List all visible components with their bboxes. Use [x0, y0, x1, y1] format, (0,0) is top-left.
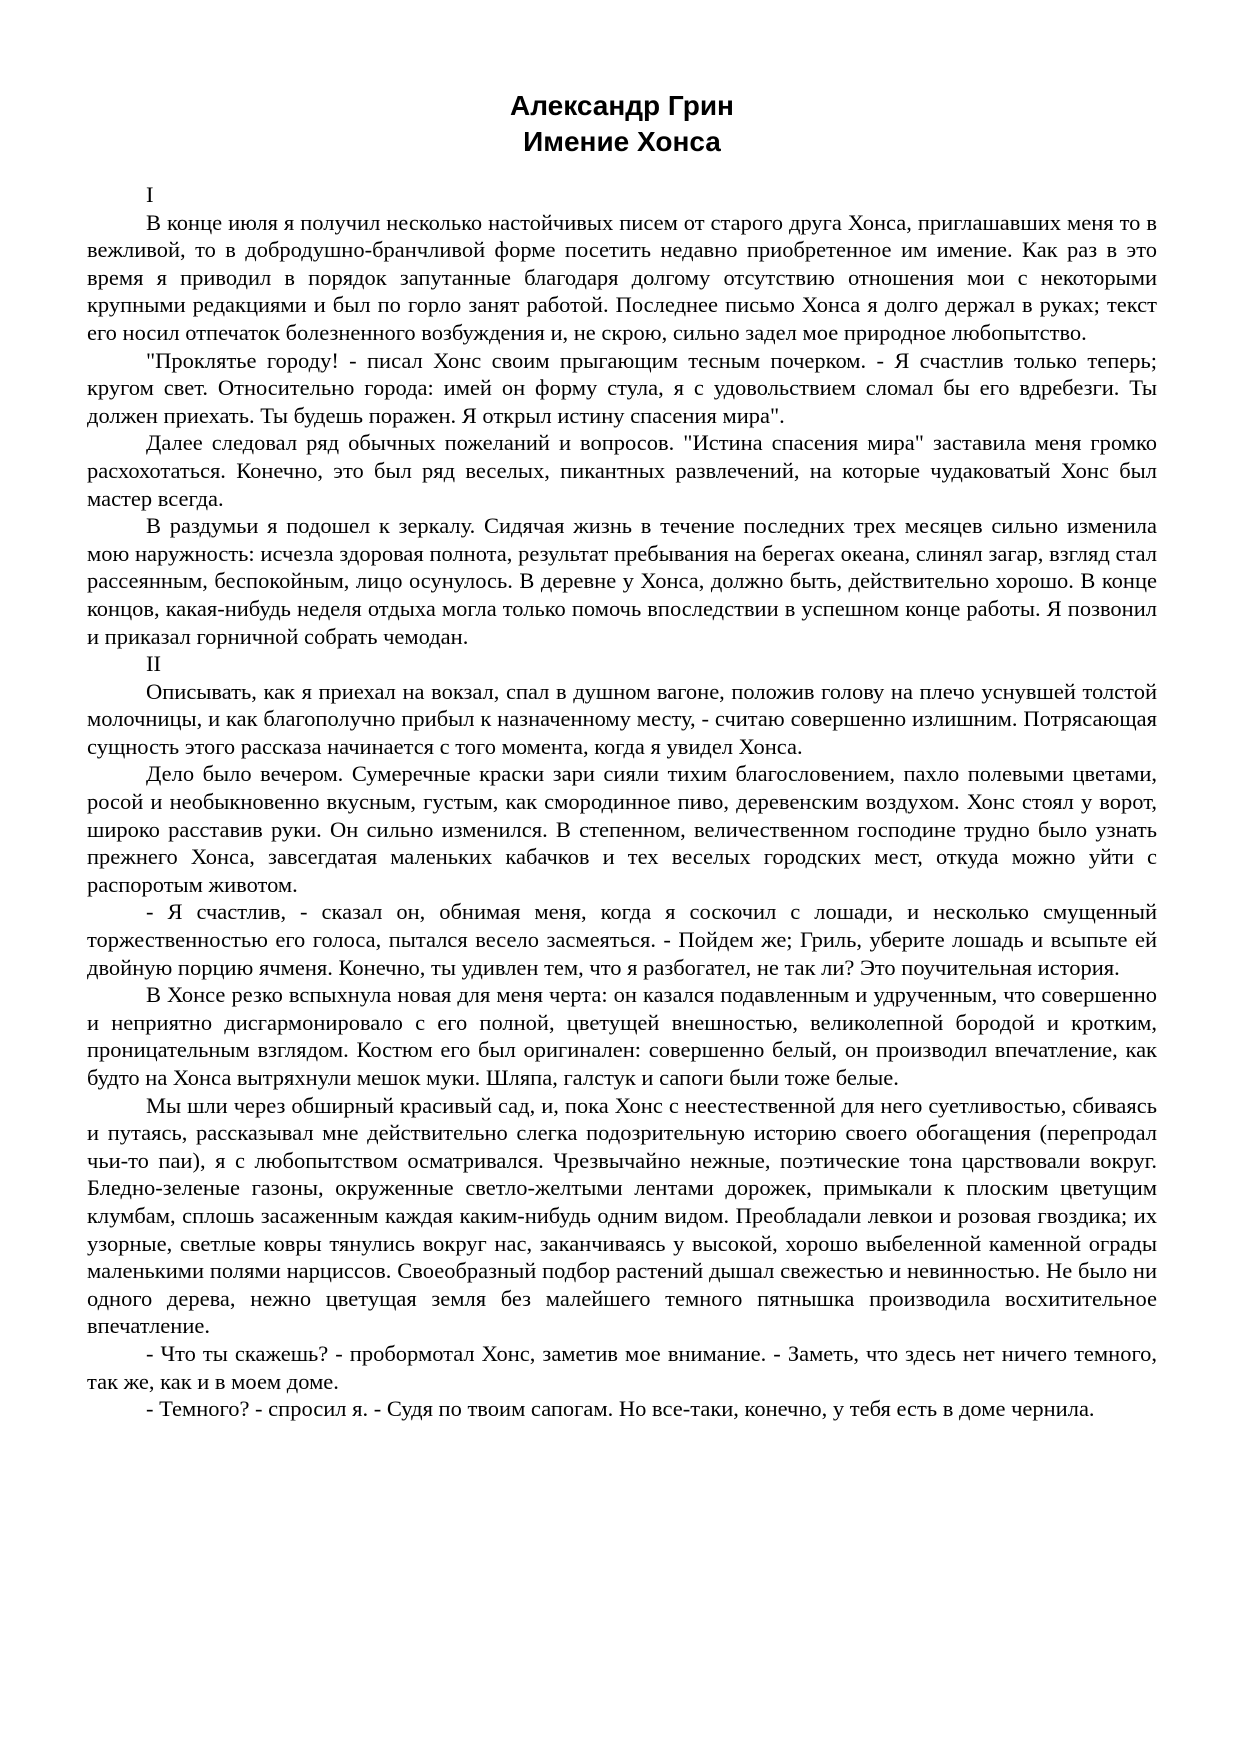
chapter-heading-2: II — [146, 651, 161, 677]
paragraph: Описывать, как я приехал на вокзал, спал в душном вагоне, положив голову на плечо уснувшей толстой молочницы, и как благополучно прибыл к назначенному месту, - считаю совершенно излишним. Потрясающая сущность этого рассказа начинается с того момента, когда я увидел Хонса. — [87, 678, 1157, 759]
paragraph: - Темного? - спросил я. - Судя по твоим сапогам. Но все-таки, конечно, у тебя есть в доме чернила. — [146, 1396, 1095, 1422]
paragraph: В раздумьи я подошел к зеркалу. Сидячая жизнь в течение последних трех месяцев сильно изменила мою наружность: исчезла здоровая полнота, результат пребывания на берегах океана, слинял загар, взгляд стал рассеянным, беспокойным, лицо осунулось. В деревне у Хонса, должно быть, действительно хорошо. В конце концов, какая-нибудь неделя отдыха могла только помочь впоследствии в успешном конце работы. Я позвонил и приказал горничной собрать чемодан. — [87, 513, 1157, 649]
document-heading — [87, 88, 1157, 160]
paragraph: Далее следовал ряд обычных пожеланий и вопросов. "Истина спасения мира" заставила меня громко расхохотаться. Конечно, это был ряд веселых, пикантных развлечений, на которые чудаковатый Хонс был мастер всегда. — [87, 430, 1157, 511]
paragraph: В конце июля я получил несколько настойчивых писем от старого друга Хонса, приглашавших меня то в вежливой, то в добродушно-бранчливой форме посетить недавно приобретенное им имение. Как раз в это время я приводил в порядок запутанные благодаря долгому отсутствию отношения мои с некоторыми крупными редакциями и был по горло занят работой. Последнее письмо Хонса я долго держал в руках; текст его носил отпечаток болезненного возбуждения и, не скрою, сильно задел мое природное любопытство. — [87, 209, 1157, 345]
paragraph: "Проклятье городу! - писал Хонс своим прыгающим тесным почерком. - Я счастлив только теперь; кругом свет. Относительно города: имей он форму стула, я с удовольствием сломал бы его вдребезги. Ты должен приехать. Ты будешь поражен. Я открыл истину спасения мира". — [87, 347, 1157, 428]
document-page — [87, 0, 1157, 1423]
story-title: Имение Хонса — [523, 126, 721, 157]
author-name: Александр Грин — [510, 90, 734, 121]
paragraph: Дело было вечером. Сумеречные краски зари сияли тихим благословением, пахло полевыми цветами, росой и необыкновенно вкусным, густым, как смородинное пиво, деревенским воздухом. Хонс стоял у ворот, широко расставив руки. Он сильно изменился. В степенном, величественном господине трудно было узнать прежнего Хонса, завсегдатая маленьких кабачков и тех веселых городских мест, откуда можно уйти с распоротым животом. — [87, 761, 1157, 897]
paragraph: - Что ты скажешь? - пробормотал Хонс, заметив мое внимание. - Заметь, что здесь нет ничего темного, так же, как и в моем доме. — [87, 1340, 1157, 1394]
chapter-heading-1: I — [146, 182, 154, 207]
paragraph: Мы шли через обширный красивый сад, и, пока Хонс с неестественной для него суетливостью, сбиваясь и путаясь, рассказывал мне действительно слегка подозрительную историю своего обогащения (перепродал чьи-то паи), я с любопытством осматривался. Чрезвычайно нежные, поэтические тона царствовали вокруг. Бледно-зеленые газоны, окруженные светло-желтыми лентами дорожек, примыкали к плоским цветущим клумбам, сплошь засаженным каждая каким-нибудь одним видом. Преобладали левкои и розовая гвоздика; их узорные, светлые ковры тянулись вокруг нас, заканчиваясь у высокой, хорошо выбеленной каменной ограды маленькими полями нарциссов. Своеобразный подбор растений дышал свежестью и невинностью. Не было ни одного дерева, нежно цветущая земля без малейшего темного пятнышка производила восхитительное впечатление. — [87, 1092, 1157, 1339]
story-body — [87, 181, 1157, 1423]
paragraph: В Хонсе резко вспыхнула новая для меня черта: он казался подавленным и удрученным, что совершенно и неприятно дисгармонировало с его полной, цветущей внешностью, великолепной бородой и кротким, проницательным взглядом. Костюм его был оригинален: совершенно белый, он производил впечатление, как будто на Хонса вытряхнули мешок муки. Шляпа, галстук и сапоги были тоже белые. — [87, 982, 1157, 1090]
paragraph: - Я счастлив, - сказал он, обнимая меня, когда я соскочил с лошади, и несколько смущенный торжественностью его голоса, пытался весело засмеяться. - Пойдем же; Гриль, уберите лошадь и всыпьте ей двойную порцию ячменя. Конечно, ты удивлен тем, что я разбогател, не так ли? Это поучительная история. — [87, 899, 1157, 980]
